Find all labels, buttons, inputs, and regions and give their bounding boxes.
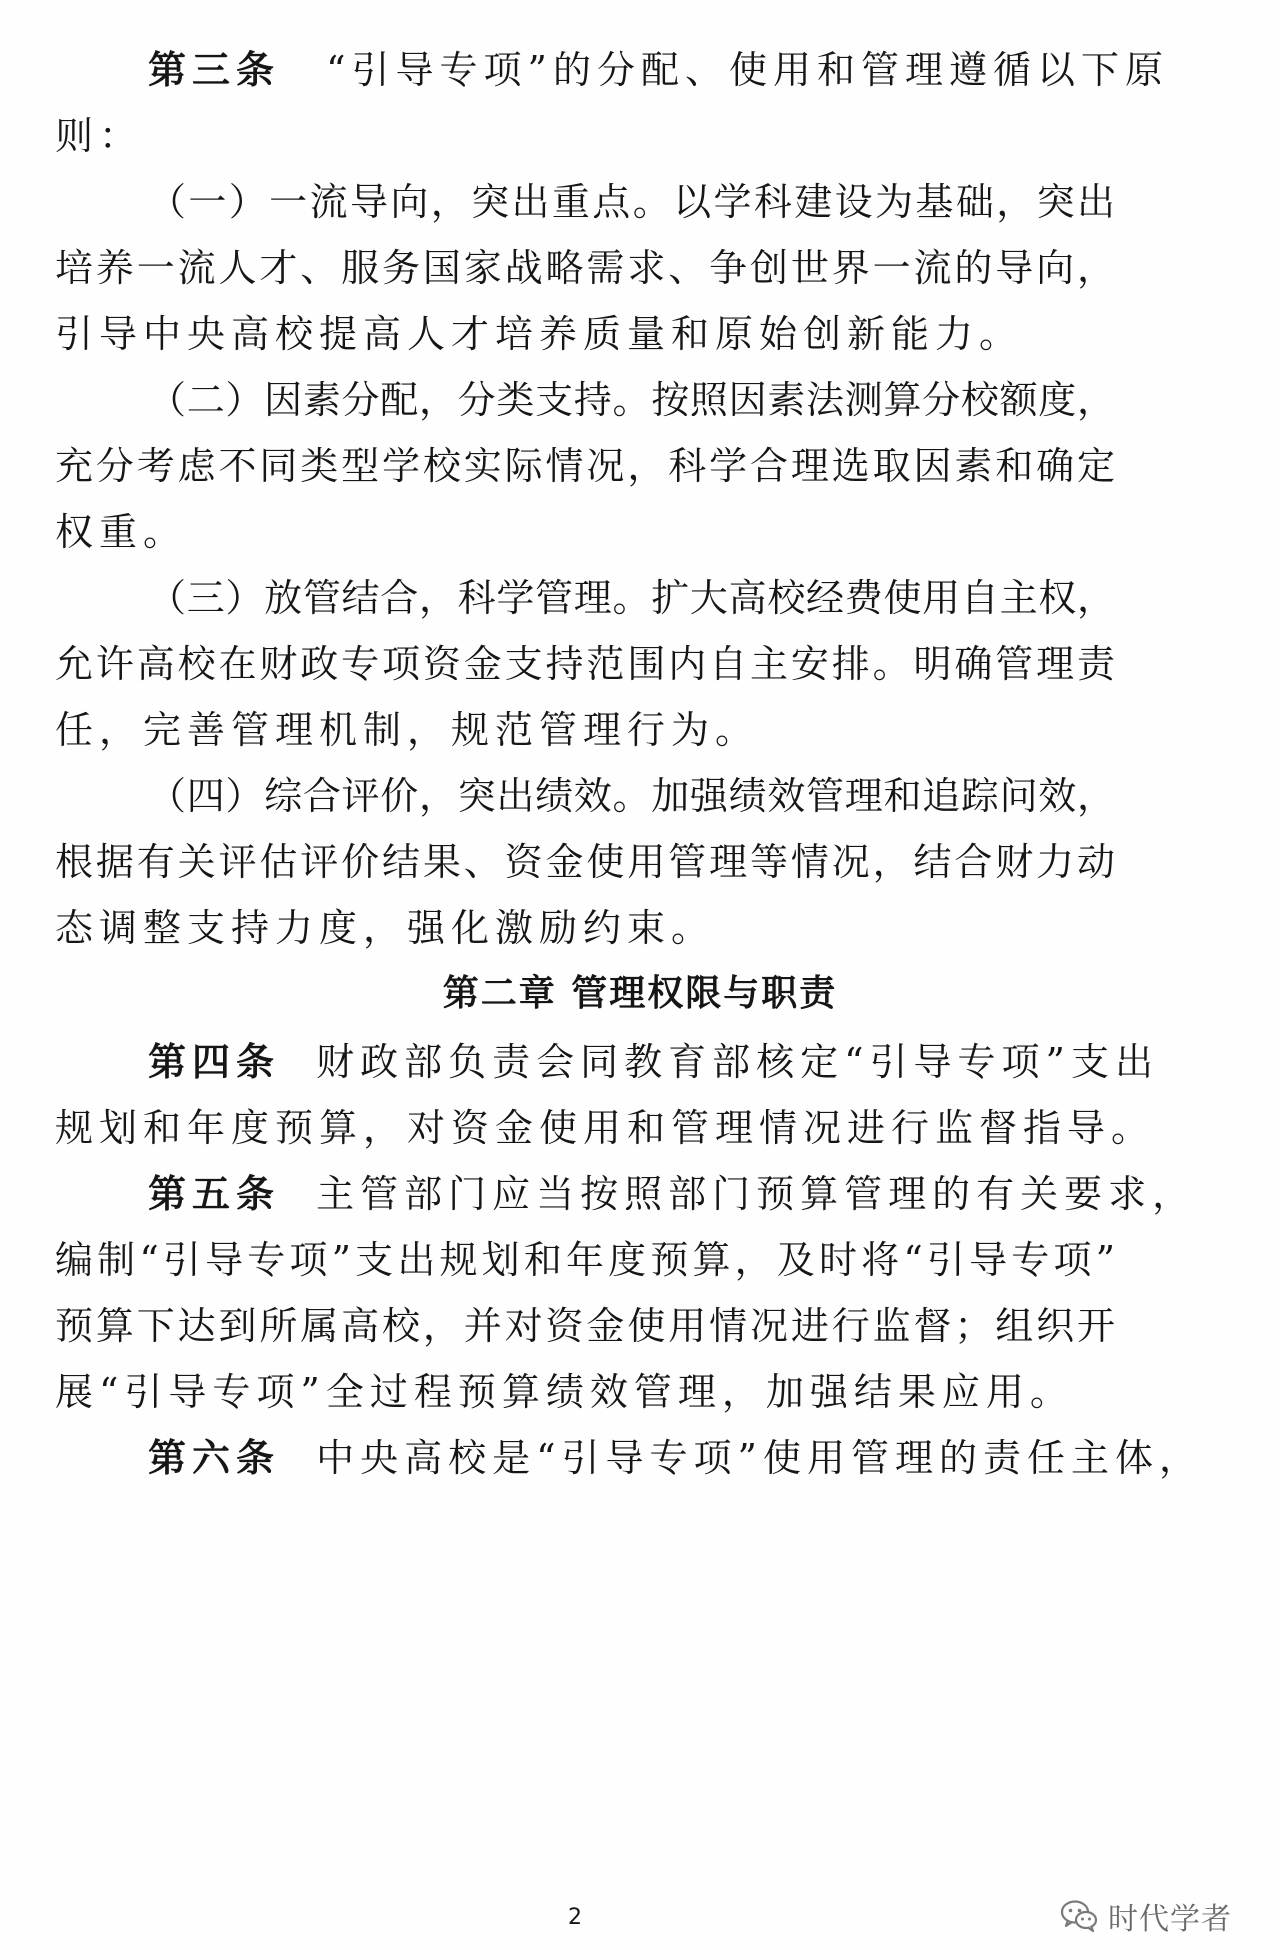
principle-3-line-3: 任，完善管理机制，规范管理行为。: [55, 708, 760, 752]
page-number: 2: [568, 1905, 582, 1930]
principle-4-line-3: 态调整支持力度，强化激励约束。: [55, 906, 716, 950]
article-3-text: “引导专项”的分配、使用和管理遵循以下原: [326, 48, 1169, 92]
article-5-heading: 第五条: [148, 1172, 281, 1216]
article-4-text: 财政部负责会同教育部核定“引导专项”支出: [316, 1040, 1159, 1084]
principle-2-line-3: 权重。: [55, 510, 188, 554]
article-4-line-2: 规划和年度预算，对资金使用和管理情况进行监督指导。: [55, 1106, 1156, 1150]
article-3-line-2: 则：: [55, 114, 144, 158]
wechat-icon: [1060, 1899, 1098, 1933]
article-6-text: 中央高校是“引导专项”使用管理的责任主体，: [316, 1436, 1203, 1480]
article-5-line-1: [148, 1172, 1197, 1216]
principle-2-line-1: （二）因素分配，分类支持。按照因素法测算分校额度，: [148, 378, 1115, 422]
principle-3-line-2: 允许高校在财政专项资金支持范围内自主安排。明确管理责: [55, 642, 1115, 686]
article-5-line-2: 编制“引导专项”支出规划和年度预算，及时将“引导专项”: [55, 1238, 1115, 1282]
article-5-text: 主管部门应当按照部门预算管理的有关要求，: [316, 1172, 1197, 1216]
principle-1-line-1: （一）一流导向，突出重点。以学科建设为基础，突出: [148, 180, 1115, 224]
principle-1-line-3: 引导中央高校提高人才培养质量和原始创新能力。: [55, 312, 1024, 356]
article-5-line-3: 预算下达到所属高校，并对资金使用情况进行监督；组织开: [55, 1304, 1115, 1348]
principle-4-line-2: 根据有关评估评价结果、资金使用管理等情况，结合财力动: [55, 840, 1115, 884]
principle-1-line-2: 培养一流人才、服务国家战略需求、争创世界一流的导向，: [55, 246, 1115, 290]
watermark: [1060, 1896, 1232, 1936]
article-4-heading: 第四条: [148, 1040, 281, 1084]
article-6-line-1: [148, 1436, 1203, 1480]
article-3-line-1: [148, 48, 1169, 92]
chapter-heading: 第二章 管理权限与职责: [442, 973, 838, 1014]
article-4-line-1: [148, 1040, 1159, 1084]
principle-4-line-1: （四）综合评价，突出绩效。加强绩效管理和追踪问效，: [148, 774, 1115, 818]
principle-2-line-2: 充分考虑不同类型学校实际情况，科学合理选取因素和确定: [55, 444, 1115, 488]
article-5-line-4: 展“引导专项”全过程预算绩效管理，加强结果应用。: [55, 1370, 1074, 1414]
principle-3-line-1: （三）放管结合，科学管理。扩大高校经费使用自主权，: [148, 576, 1115, 620]
article-6-heading: 第六条: [148, 1436, 281, 1480]
watermark-text: 时代学者: [1108, 1902, 1232, 1937]
article-3-heading: 第三条: [148, 48, 281, 92]
